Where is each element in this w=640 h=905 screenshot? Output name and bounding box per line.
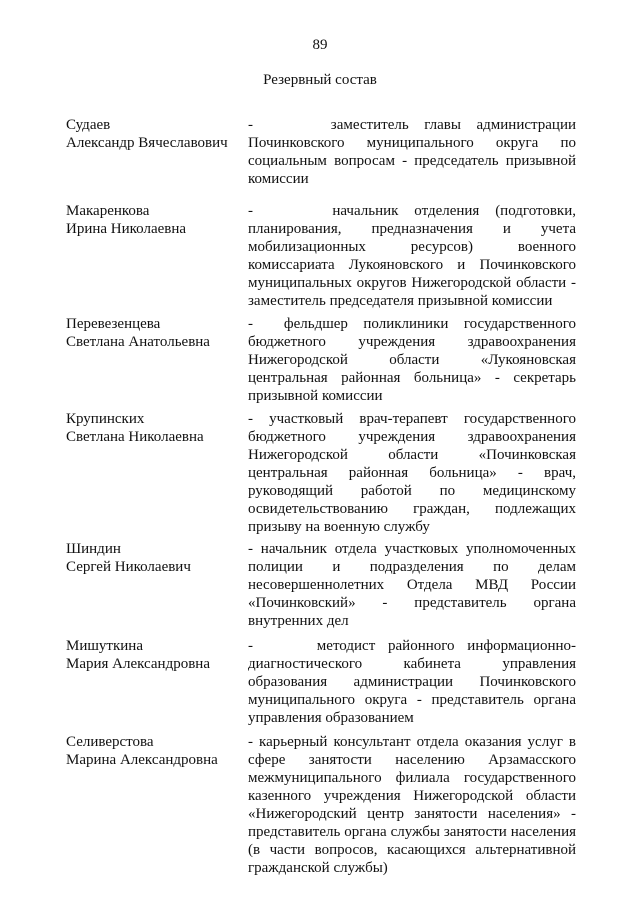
- member-surname: Крупинских: [66, 411, 145, 427]
- member-surname: Макаренкова: [66, 203, 150, 219]
- member-role: - заместитель главы администрации Починковского муниципального округа по социальным вопросам - председатель призывной комиссии: [248, 117, 576, 187]
- member-entry: [66, 540, 576, 637]
- member-entry: [66, 637, 576, 733]
- member-name: [66, 410, 248, 540]
- member-given-names: Сергей Николаевич: [66, 559, 191, 575]
- member-list: [66, 116, 576, 877]
- page-number: 89: [312, 37, 328, 53]
- member-name: [66, 202, 248, 315]
- member-given-names: Светлана Анатольевна: [66, 334, 210, 350]
- member-role: - участковый врач-терапевт государственного бюджетного учреждения здравоохранения Нижегородской области «Починковская центральная районная больница» - врач, руководящий работой по медицинскому освидетельствованию граждан, подлежащих призыву на военную службу: [248, 411, 576, 535]
- member-role: - методист районного информационно-диагностического кабинета управления образования администрации Починковского муниципального округа - представитель органа управления образованием: [248, 638, 576, 726]
- member-given-names: Мария Александровна: [66, 656, 210, 672]
- member-role: - фельдшер поликлиники государственного бюджетного учреждения здравоохранения Нижегородской области «Лукояновская центральная районная больница» - секретарь призывной комиссии: [248, 316, 576, 404]
- member-surname: Мишуткина: [66, 638, 143, 654]
- member-name: [66, 315, 248, 410]
- member-role: - карьерный консультант отдела оказания услуг в сфере занятости населению Арзамасского межмуниципального филиала государственного казенного учреждения Нижегородской области «Нижегородский центр занятости населения» - представитель органа службы занятости населения (в части вопросов, касающихся альтернативной гражданской службы): [248, 734, 576, 876]
- member-surname: Селиверстова: [66, 734, 154, 750]
- member-entry: [66, 116, 576, 202]
- member-surname: Шиндин: [66, 541, 121, 557]
- member-given-names: Александр Вячеславович: [66, 135, 228, 151]
- member-name: [66, 733, 248, 877]
- member-surname: Перевезенцева: [66, 316, 161, 332]
- member-entry: [66, 410, 576, 540]
- member-role: - начальник отделения (подготовки, планирования, предназначения и учета мобилизационных ресурсов) военного комиссариата Лукояновского и Починковского муниципальных округов Нижегородской области - заместитель председателя призывной комиссии: [248, 203, 576, 309]
- member-given-names: Светлана Николаевна: [66, 429, 204, 445]
- member-entry: [66, 315, 576, 410]
- member-name: [66, 540, 248, 637]
- member-name: [66, 116, 248, 202]
- member-name: [66, 637, 248, 733]
- member-given-names: Марина Александровна: [66, 752, 218, 768]
- member-surname: Судаев: [66, 117, 111, 133]
- member-entry: [66, 733, 576, 877]
- section-heading: Резервный состав: [263, 72, 377, 88]
- member-role: - начальник отдела участковых уполномоченных полиции и подразделения по делам несовершеннолетних Отдела МВД России «Починковский» - представитель органа внутренних дел: [248, 541, 576, 629]
- member-given-names: Ирина Николаевна: [66, 221, 187, 237]
- member-entry: [66, 202, 576, 315]
